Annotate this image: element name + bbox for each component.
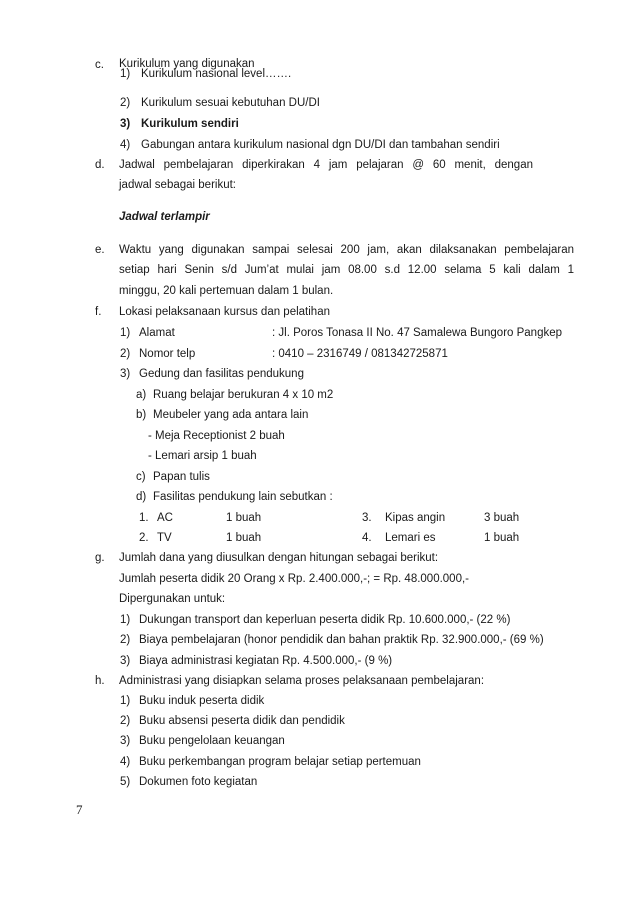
section-g-heading: Jumlah dana yang diusulkan dengan hitungan sebagai berikut: — [119, 552, 439, 564]
section-e-line: Waktu yang digunakan sampai selesai 200 jam, akan dilaksanakan pembelajaran — [119, 244, 574, 256]
furniture-item: - Lemari arsip 1 buah — [148, 450, 257, 462]
fund-total: Jumlah peserta didik 20 Orang x Rp. 2.400.000,-; = Rp. 48.000.000,- — [119, 573, 470, 585]
section-g-marker: g. — [95, 552, 105, 564]
facility-name: TV — [157, 532, 172, 544]
list-item: Buku pengelolaan keuangan — [139, 735, 285, 747]
list-item-num: 4) — [120, 139, 131, 151]
list-item: Meubeler yang ada antara lain — [153, 409, 309, 421]
list-item-num: 3) — [120, 655, 131, 667]
furniture-item: - Meja Receptionist 2 buah — [148, 430, 285, 442]
list-item: Kurikulum sendiri — [141, 118, 239, 130]
facility-name: Lemari es — [385, 532, 436, 544]
section-f-marker: f. — [95, 306, 102, 318]
facility-qty: 3 buah — [484, 512, 520, 524]
list-item: Kurikulum sesuai kebutuhan DU/DI — [141, 97, 320, 109]
section-h-marker: h. — [95, 675, 105, 687]
list-item: Buku perkembangan program belajar setiap pertemuan — [139, 756, 421, 768]
list-item: Buku absensi peserta didik dan pendidik — [139, 715, 345, 727]
facility-name: Kipas angin — [385, 512, 446, 524]
list-item-num: b) — [136, 409, 147, 421]
list-item-num: 4) — [120, 756, 131, 768]
facility-name: AC — [157, 512, 173, 524]
facility-num: 2. — [139, 532, 149, 544]
facility-num: 4. — [362, 532, 372, 544]
list-item: Dokumen foto kegiatan — [139, 776, 258, 788]
section-d-line: Jadwal pembelajaran diperkirakan 4 jam pelajaran @ 60 menit, dengan — [119, 159, 533, 171]
facility-qty: 1 buah — [226, 532, 262, 544]
list-item-num: c) — [136, 471, 146, 483]
section-d-marker: d. — [95, 159, 105, 171]
list-item: Kurikulum nasional level……. — [141, 68, 292, 80]
list-item: Buku induk peserta didik — [139, 695, 265, 707]
phone-value: : 0410 – 2316749 / 081342725871 — [272, 348, 448, 360]
list-item: Gabungan antara kurikulum nasional dgn DU/DI dan tambahan sendiri — [141, 139, 500, 151]
list-item-num: 3) — [120, 368, 131, 380]
list-item-num: 1) — [120, 68, 131, 80]
list-item-num: 3) — [120, 735, 131, 747]
list-item: Ruang belajar berukuran 4 x 10 m2 — [153, 389, 334, 401]
list-item-num: 2) — [120, 634, 131, 646]
building-heading: Gedung dan fasilitas pendukung — [139, 368, 304, 380]
schedule-note: Jadwal terlampir — [119, 211, 210, 223]
list-item-num: 2) — [120, 348, 131, 360]
section-e-line: minggu, 20 kali pertemuan dalam 1 bulan. — [119, 285, 334, 297]
facility-qty: 1 buah — [226, 512, 262, 524]
list-item-num: 1) — [120, 695, 131, 707]
section-e-marker: e. — [95, 244, 105, 256]
address-value: : Jl. Poros Tonasa II No. 47 Samalewa Bungoro Pangkep — [272, 327, 563, 339]
section-f-heading: Lokasi pelaksanaan kursus dan pelatihan — [119, 306, 330, 318]
section-h-heading: Administrasi yang disiapkan selama proses pelaksanaan pembelajaran: — [119, 675, 485, 687]
list-item-num: 2) — [120, 97, 131, 109]
section-c-marker: c. — [95, 59, 104, 71]
section-c-heading: Kurikulum yang digunakan — [119, 58, 255, 70]
facility-num: 1. — [139, 512, 149, 524]
list-item: Biaya administrasi kegiatan Rp. 4.500.000,- (9 %) — [139, 655, 393, 667]
list-item: Fasilitas pendukung lain sebutkan : — [153, 491, 333, 503]
list-item-num: 1) — [120, 614, 131, 626]
list-item: Biaya pembelajaran (honor pendidik dan bahan praktik Rp. 32.900.000,- (69 %) — [139, 634, 544, 646]
facility-num: 3. — [362, 512, 372, 524]
facility-qty: 1 buah — [484, 532, 520, 544]
fund-usage-heading: Dipergunakan untuk: — [119, 593, 226, 605]
list-item: Dukungan transport dan keperluan peserta didik Rp. 10.600.000,- (22 %) — [139, 614, 511, 626]
address-label: Alamat — [139, 327, 175, 339]
section-e-line: setiap hari Senin s/d Jum’at mulai jam 08.00 s.d 12.00 selama 5 kali dalam 1 — [119, 264, 574, 276]
list-item-num: 1) — [120, 327, 131, 339]
section-d-line: jadwal sebagai berikut: — [119, 179, 236, 191]
list-item-num: d) — [136, 491, 147, 503]
list-item-num: 5) — [120, 776, 131, 788]
phone-label: Nomor telp — [139, 348, 196, 360]
list-item-num: 2) — [120, 715, 131, 727]
list-item: Papan tulis — [153, 471, 210, 483]
page-number: 7 — [76, 802, 83, 817]
list-item-num: a) — [136, 389, 147, 401]
list-item-num: 3) — [120, 118, 131, 130]
